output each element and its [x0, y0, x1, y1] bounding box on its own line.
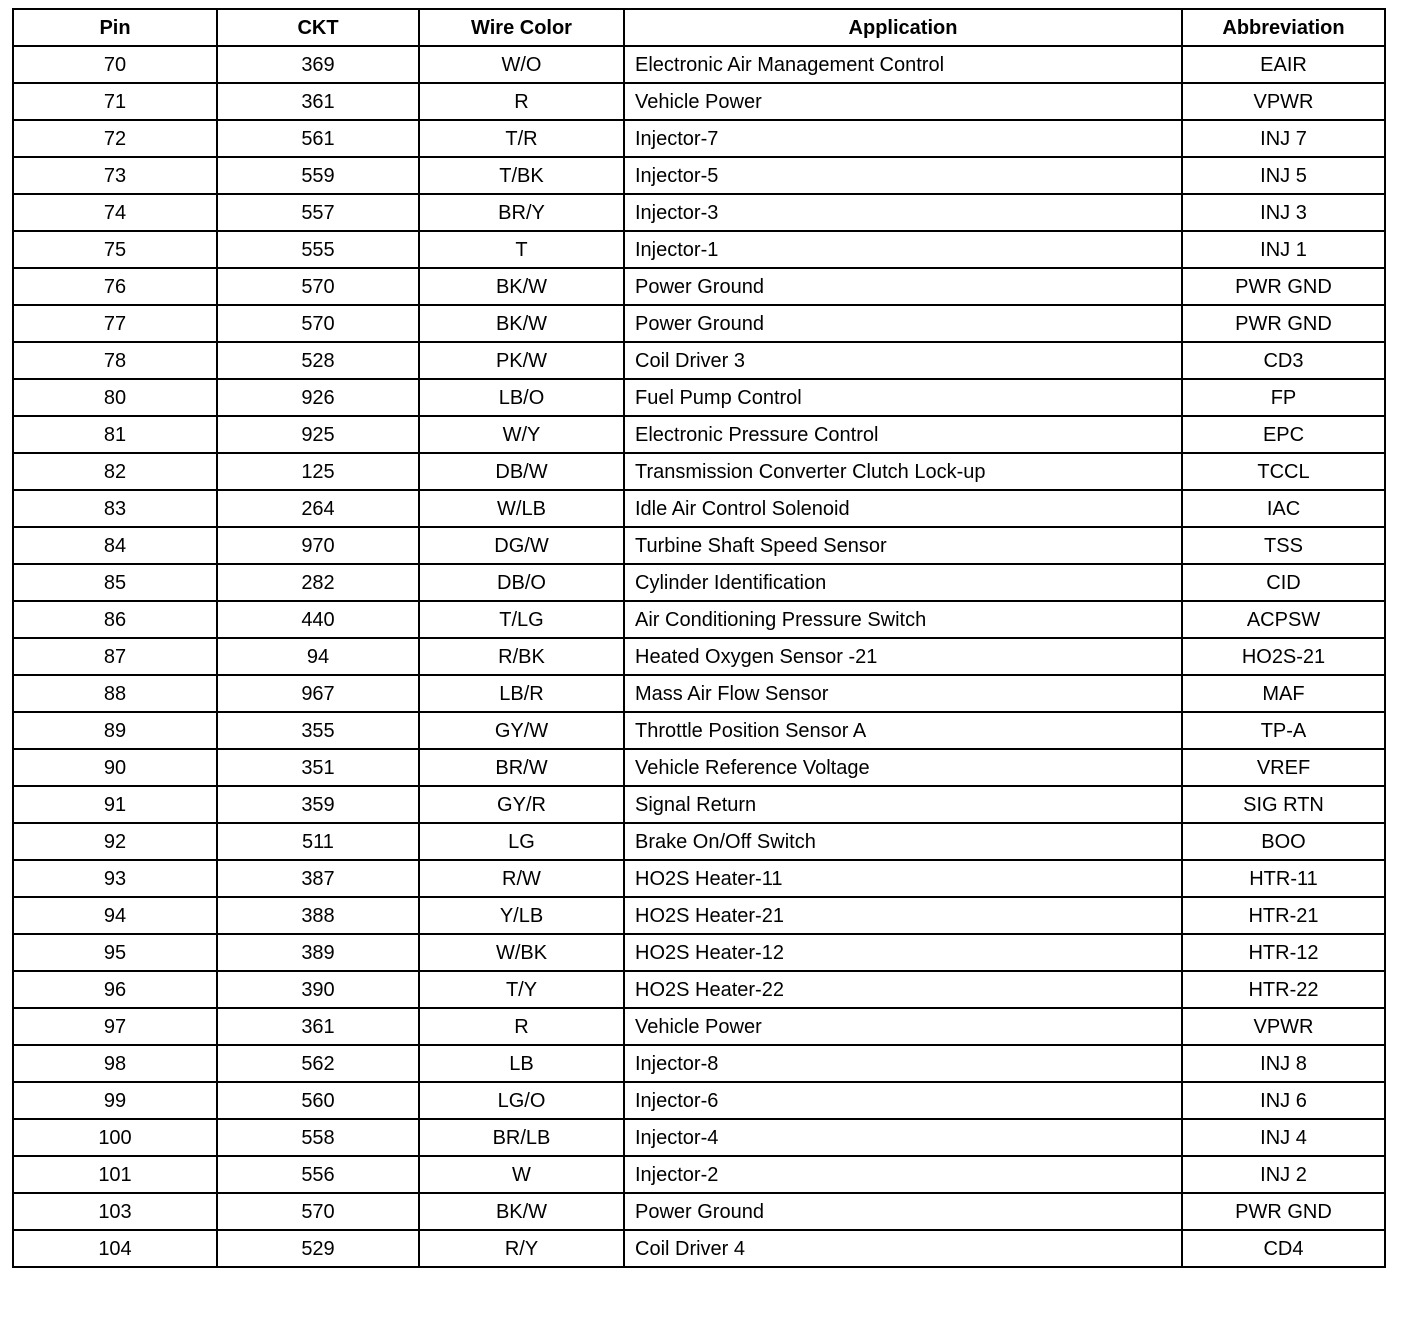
abbreviation-cell: INJ 3: [1182, 194, 1385, 231]
ckt-cell: 351: [217, 749, 419, 786]
ckt-cell: 282: [217, 564, 419, 601]
table-row: [13, 823, 1385, 860]
table-row: [13, 305, 1385, 342]
table-row: [13, 46, 1385, 83]
ckt-cell: 390: [217, 971, 419, 1008]
table-body: [13, 46, 1385, 1267]
pin-cell: 80: [13, 379, 217, 416]
application-cell: Turbine Shaft Speed Sensor: [624, 527, 1182, 564]
application-cell: HO2S Heater-22: [624, 971, 1182, 1008]
wire-color-cell: BR/W: [419, 749, 624, 786]
application-cell: Power Ground: [624, 268, 1182, 305]
wire-color-cell: BR/Y: [419, 194, 624, 231]
pin-cell: 72: [13, 120, 217, 157]
abbreviation-cell: BOO: [1182, 823, 1385, 860]
application-cell: Transmission Converter Clutch Lock-up: [624, 453, 1182, 490]
ckt-cell: 556: [217, 1156, 419, 1193]
abbreviation-cell: INJ 2: [1182, 1156, 1385, 1193]
abbreviation-cell: INJ 8: [1182, 1045, 1385, 1082]
ckt-cell: 361: [217, 83, 419, 120]
application-cell: Injector-6: [624, 1082, 1182, 1119]
application-cell: Vehicle Power: [624, 1008, 1182, 1045]
abbreviation-cell: INJ 5: [1182, 157, 1385, 194]
application-cell: Electronic Air Management Control: [624, 46, 1182, 83]
abbreviation-cell: PWR GND: [1182, 1193, 1385, 1230]
application-cell: Injector-7: [624, 120, 1182, 157]
table-row: [13, 934, 1385, 971]
abbreviation-cell: HO2S-21: [1182, 638, 1385, 675]
ckt-cell: 970: [217, 527, 419, 564]
header-pin: Pin: [13, 9, 217, 46]
pin-cell: 84: [13, 527, 217, 564]
pin-cell: 99: [13, 1082, 217, 1119]
table-row: [13, 490, 1385, 527]
table-row: [13, 1045, 1385, 1082]
application-cell: Vehicle Reference Voltage: [624, 749, 1182, 786]
pin-cell: 91: [13, 786, 217, 823]
ckt-cell: 389: [217, 934, 419, 971]
table-row: [13, 416, 1385, 453]
pin-assignment-table: [12, 8, 1386, 1268]
wire-color-cell: DB/W: [419, 453, 624, 490]
wire-color-cell: LB/O: [419, 379, 624, 416]
abbreviation-cell: INJ 1: [1182, 231, 1385, 268]
application-cell: Fuel Pump Control: [624, 379, 1182, 416]
pin-cell: 90: [13, 749, 217, 786]
pin-cell: 73: [13, 157, 217, 194]
application-cell: Brake On/Off Switch: [624, 823, 1182, 860]
ckt-cell: 125: [217, 453, 419, 490]
ckt-cell: 557: [217, 194, 419, 231]
table-row: [13, 971, 1385, 1008]
abbreviation-cell: VPWR: [1182, 1008, 1385, 1045]
table-row: [13, 83, 1385, 120]
header-abbreviation: Abbreviation: [1182, 9, 1385, 46]
wire-color-cell: T/Y: [419, 971, 624, 1008]
abbreviation-cell: PWR GND: [1182, 268, 1385, 305]
table-row: [13, 601, 1385, 638]
wire-color-cell: T/BK: [419, 157, 624, 194]
header-ckt: CKT: [217, 9, 419, 46]
pin-cell: 89: [13, 712, 217, 749]
abbreviation-cell: EAIR: [1182, 46, 1385, 83]
application-cell: Power Ground: [624, 1193, 1182, 1230]
abbreviation-cell: HTR-22: [1182, 971, 1385, 1008]
table-row: [13, 897, 1385, 934]
ckt-cell: 555: [217, 231, 419, 268]
pin-cell: 96: [13, 971, 217, 1008]
pin-cell: 74: [13, 194, 217, 231]
ckt-cell: 560: [217, 1082, 419, 1119]
ckt-cell: 511: [217, 823, 419, 860]
wire-color-cell: BK/W: [419, 305, 624, 342]
application-cell: Signal Return: [624, 786, 1182, 823]
table-row: [13, 157, 1385, 194]
table-row: [13, 860, 1385, 897]
wire-color-cell: R: [419, 83, 624, 120]
ckt-cell: 570: [217, 305, 419, 342]
ckt-cell: 440: [217, 601, 419, 638]
ckt-cell: 369: [217, 46, 419, 83]
pin-cell: 93: [13, 860, 217, 897]
wire-color-cell: W: [419, 1156, 624, 1193]
abbreviation-cell: ACPSW: [1182, 601, 1385, 638]
table-row: [13, 786, 1385, 823]
abbreviation-cell: HTR-12: [1182, 934, 1385, 971]
application-cell: Power Ground: [624, 305, 1182, 342]
wire-color-cell: T/LG: [419, 601, 624, 638]
abbreviation-cell: CD3: [1182, 342, 1385, 379]
table-row: [13, 1119, 1385, 1156]
wire-color-cell: BR/LB: [419, 1119, 624, 1156]
abbreviation-cell: FP: [1182, 379, 1385, 416]
table-row: [13, 342, 1385, 379]
ckt-cell: 925: [217, 416, 419, 453]
pin-cell: 78: [13, 342, 217, 379]
table-row: [13, 712, 1385, 749]
pin-cell: 103: [13, 1193, 217, 1230]
ckt-cell: 926: [217, 379, 419, 416]
application-cell: Coil Driver 4: [624, 1230, 1182, 1267]
wire-color-cell: BK/W: [419, 268, 624, 305]
pin-cell: 98: [13, 1045, 217, 1082]
application-cell: Vehicle Power: [624, 83, 1182, 120]
ckt-cell: 570: [217, 1193, 419, 1230]
ckt-cell: 359: [217, 786, 419, 823]
pin-cell: 100: [13, 1119, 217, 1156]
abbreviation-cell: VPWR: [1182, 83, 1385, 120]
header-row: [13, 9, 1385, 46]
wire-color-cell: LG/O: [419, 1082, 624, 1119]
wire-color-cell: LB/R: [419, 675, 624, 712]
application-cell: HO2S Heater-11: [624, 860, 1182, 897]
application-cell: HO2S Heater-12: [624, 934, 1182, 971]
ckt-cell: 558: [217, 1119, 419, 1156]
ckt-cell: 387: [217, 860, 419, 897]
abbreviation-cell: SIG RTN: [1182, 786, 1385, 823]
pin-cell: 92: [13, 823, 217, 860]
abbreviation-cell: MAF: [1182, 675, 1385, 712]
pin-cell: 94: [13, 897, 217, 934]
abbreviation-cell: INJ 7: [1182, 120, 1385, 157]
table-row: [13, 638, 1385, 675]
abbreviation-cell: INJ 4: [1182, 1119, 1385, 1156]
pin-cell: 104: [13, 1230, 217, 1267]
wire-color-cell: R: [419, 1008, 624, 1045]
application-cell: Injector-5: [624, 157, 1182, 194]
wire-color-cell: GY/R: [419, 786, 624, 823]
abbreviation-cell: TCCL: [1182, 453, 1385, 490]
pin-cell: 71: [13, 83, 217, 120]
table-row: [13, 268, 1385, 305]
application-cell: Coil Driver 3: [624, 342, 1182, 379]
ckt-cell: 559: [217, 157, 419, 194]
table-row: [13, 675, 1385, 712]
wire-color-cell: R/Y: [419, 1230, 624, 1267]
wire-color-cell: T/R: [419, 120, 624, 157]
application-cell: Injector-1: [624, 231, 1182, 268]
pin-cell: 87: [13, 638, 217, 675]
application-cell: HO2S Heater-21: [624, 897, 1182, 934]
wire-color-cell: R/BK: [419, 638, 624, 675]
table-row: [13, 527, 1385, 564]
pin-cell: 81: [13, 416, 217, 453]
abbreviation-cell: TP-A: [1182, 712, 1385, 749]
pin-cell: 76: [13, 268, 217, 305]
application-cell: Air Conditioning Pressure Switch: [624, 601, 1182, 638]
abbreviation-cell: PWR GND: [1182, 305, 1385, 342]
table-row: [13, 379, 1385, 416]
abbreviation-cell: EPC: [1182, 416, 1385, 453]
application-cell: Idle Air Control Solenoid: [624, 490, 1182, 527]
ckt-cell: 967: [217, 675, 419, 712]
wire-color-cell: W/LB: [419, 490, 624, 527]
pin-cell: 86: [13, 601, 217, 638]
application-cell: Heated Oxygen Sensor -21: [624, 638, 1182, 675]
ckt-cell: 528: [217, 342, 419, 379]
abbreviation-cell: INJ 6: [1182, 1082, 1385, 1119]
application-cell: Throttle Position Sensor A: [624, 712, 1182, 749]
wire-color-cell: BK/W: [419, 1193, 624, 1230]
ckt-cell: 361: [217, 1008, 419, 1045]
pin-cell: 101: [13, 1156, 217, 1193]
table-row: [13, 194, 1385, 231]
abbreviation-cell: HTR-11: [1182, 860, 1385, 897]
pin-cell: 83: [13, 490, 217, 527]
pin-cell: 95: [13, 934, 217, 971]
application-cell: Mass Air Flow Sensor: [624, 675, 1182, 712]
pin-cell: 82: [13, 453, 217, 490]
wire-color-cell: R/W: [419, 860, 624, 897]
wire-color-cell: PK/W: [419, 342, 624, 379]
header-wire-color: Wire Color: [419, 9, 624, 46]
table-row: [13, 1082, 1385, 1119]
table-row: [13, 1230, 1385, 1267]
table-row: [13, 1156, 1385, 1193]
wire-color-cell: W/O: [419, 46, 624, 83]
pin-cell: 75: [13, 231, 217, 268]
wire-color-cell: DG/W: [419, 527, 624, 564]
abbreviation-cell: CID: [1182, 564, 1385, 601]
application-cell: Injector-8: [624, 1045, 1182, 1082]
wire-color-cell: GY/W: [419, 712, 624, 749]
ckt-cell: 561: [217, 120, 419, 157]
abbreviation-cell: VREF: [1182, 749, 1385, 786]
wire-color-cell: T: [419, 231, 624, 268]
wire-color-cell: LG: [419, 823, 624, 860]
pin-cell: 77: [13, 305, 217, 342]
ckt-cell: 355: [217, 712, 419, 749]
header-application: Application: [624, 9, 1182, 46]
ckt-cell: 264: [217, 490, 419, 527]
application-cell: Electronic Pressure Control: [624, 416, 1182, 453]
abbreviation-cell: IAC: [1182, 490, 1385, 527]
ckt-cell: 529: [217, 1230, 419, 1267]
ckt-cell: 562: [217, 1045, 419, 1082]
application-cell: Injector-2: [624, 1156, 1182, 1193]
ckt-cell: 570: [217, 268, 419, 305]
application-cell: Cylinder Identification: [624, 564, 1182, 601]
ckt-cell: 388: [217, 897, 419, 934]
pin-cell: 97: [13, 1008, 217, 1045]
table-row: [13, 120, 1385, 157]
application-cell: Injector-4: [624, 1119, 1182, 1156]
table-row: [13, 564, 1385, 601]
pin-cell: 70: [13, 46, 217, 83]
table-row: [13, 453, 1385, 490]
pin-cell: 85: [13, 564, 217, 601]
wire-color-cell: Y/LB: [419, 897, 624, 934]
abbreviation-cell: TSS: [1182, 527, 1385, 564]
abbreviation-cell: CD4: [1182, 1230, 1385, 1267]
wire-color-cell: W/BK: [419, 934, 624, 971]
table-row: [13, 749, 1385, 786]
table-row: [13, 1193, 1385, 1230]
wire-color-cell: W/Y: [419, 416, 624, 453]
pin-cell: 88: [13, 675, 217, 712]
abbreviation-cell: HTR-21: [1182, 897, 1385, 934]
table-row: [13, 231, 1385, 268]
table-row: [13, 1008, 1385, 1045]
wire-color-cell: DB/O: [419, 564, 624, 601]
wire-color-cell: LB: [419, 1045, 624, 1082]
application-cell: Injector-3: [624, 194, 1182, 231]
ckt-cell: 94: [217, 638, 419, 675]
